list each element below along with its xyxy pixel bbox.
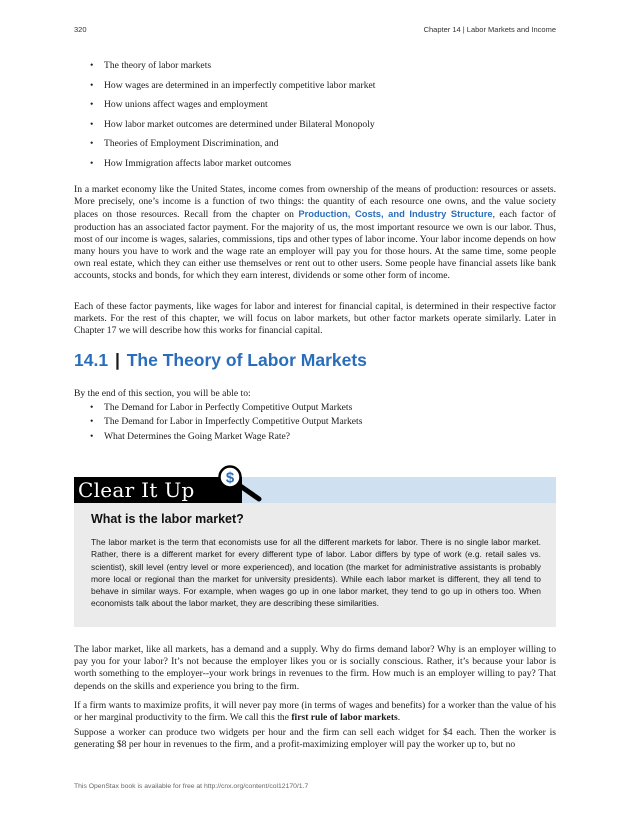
paragraph-text: If a firm wants to maximize profits, it will never pay more (in terms of wages and benefits) for a worker than the value of his or her marginal productivity to the firm. We call this the (74, 700, 556, 724)
running-header-chapter: Chapter 14 | Labor Markets and Income (423, 25, 556, 34)
intro-bullet-list (74, 60, 554, 177)
list-item: • The Demand for Labor in Perfectly Competitive Output Markets (74, 402, 554, 416)
paragraph-text: In a market economy like the United States, income comes from ownership of the means of production: resources or assets. More precisely, one’s income is a function of two things: the quantity of each resource one owns, and the value society places on those resources. Recall from the chapter on (74, 184, 556, 221)
list-item: • The theory of labor markets (74, 60, 554, 80)
page-number: 320 (74, 25, 87, 34)
section-separator: | (114, 350, 120, 370)
key-term: first rule of labor markets (291, 712, 398, 724)
section-heading (74, 350, 367, 371)
paragraph-first-rule (74, 700, 556, 724)
paragraph-income-sources (74, 184, 556, 283)
chapter-link[interactable]: Production, Costs, and Industry Structure (298, 208, 493, 220)
clear-it-up-title: What is the labor market? (91, 512, 244, 526)
clear-it-up-body: The labor market is the term that economists use for all the different markets for labor. There is no single labor market. Rather, there is a different market for every different type of labor. Labor differs by type of work (e.g. retail sales vs. scientist), skill level (entry level or more experienced), and location (the market for administrative assistants is probably more local or regional than the market for university presidents). While each labor market is different, they all tend to behave in similar ways. For example, when wages go up in one labor market, they tend to go up in others too. When economists talk about the labor market, they are describing these similarities. (91, 537, 541, 609)
objectives-intro: By the end of this section, you will be able to: (74, 388, 251, 399)
list-item: • How wages are determined in an imperfectly competitive labor market (74, 80, 554, 100)
paragraph-widget-example: Suppose a worker can produce two widgets per hour and the firm can sell each widget for $4 each. Then the worker is generating $8 per hour in revenues to the firm, and a profit-maximizing employer will pay the worker up to, but no (74, 727, 556, 751)
section-title: The Theory of Labor Markets (126, 350, 367, 370)
list-item: • How unions affect wages and employment (74, 99, 554, 119)
page-footer: This OpenStax book is available for free at http://cnx.org/content/col12170/1.7 (74, 783, 309, 790)
list-item: • The Demand for Labor in Imperfectly Competitive Output Markets (74, 416, 554, 430)
clear-it-up-banner-label: Clear It Up (78, 478, 195, 502)
dollar-symbol: $ (225, 469, 235, 487)
list-item: • How labor market outcomes are determined under Bilateral Monopoly (74, 119, 554, 139)
list-item: • What Determines the Going Market Wage Rate? (74, 431, 554, 445)
objectives-list (74, 402, 554, 445)
paragraph-labor-demand: The labor market, like all markets, has a demand and a supply. Why do firms demand labor? Why is an employer willing to pay you for your labor? It’s not because the employer likes you or is socially conscious. Rather, it’s because your labor is worth something to the employer--your work brings in revenues to the firm. How much is an employer willing to pay? That depends on the skills and experience you bring to the firm. (74, 644, 556, 692)
paragraph-factor-payments: Each of these factor payments, like wages for labor and interest for financial capital, is determined in their respective factor markets. For the rest of this chapter, we will focus on labor markets, but other factor markets operate similarly. Later in Chapter 17 we will describe how this works for financial capital. (74, 301, 556, 337)
paragraph-text: . (397, 712, 401, 724)
list-item: • How Immigration affects labor market outcomes (74, 158, 554, 178)
paragraph-text: , each factor of production has an associated factor payment. For the majority of us, the most important resource we own is our labor. Thus, most of our income is wages, salaries, commissions, tips and other types of labor income. Your labor income depends on how many hours you have to work and the wage rate an employer will pay you for those hours. At the same time, some people own real estate, which they can either use themselves or rent out to other users. Some people have financial assets like bank accounts, stocks and bonds, for which they earn interest, dividends or some other form of income. (74, 209, 557, 282)
magnifier-dollar-icon (218, 464, 264, 504)
list-item: • Theories of Employment Discrimination, and (74, 138, 554, 158)
section-number: 14.1 (74, 350, 109, 370)
